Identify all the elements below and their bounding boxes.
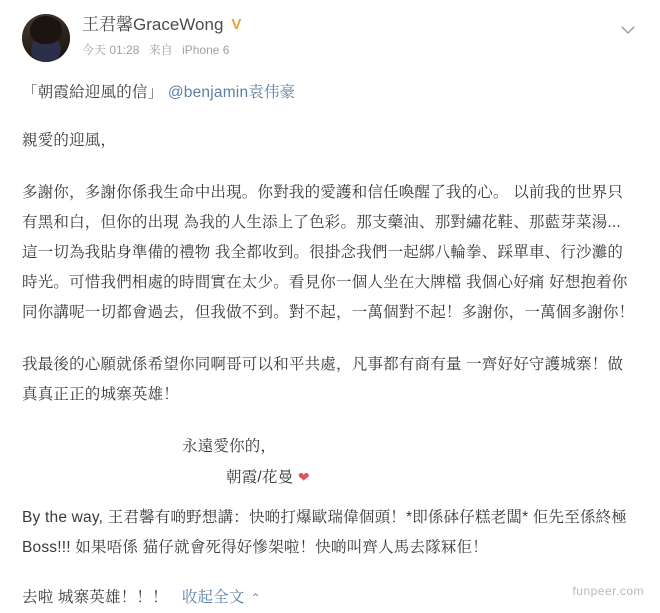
signature-block [22, 432, 638, 493]
post-time: 今天 01:28 [82, 43, 140, 58]
collapse-text-link[interactable]: 收起全文 [181, 589, 245, 606]
signature-line-1: 永遠愛你的， [182, 438, 277, 455]
watermark: funpeer.com [572, 584, 644, 598]
signature-line-2 [182, 462, 638, 493]
post-paragraph-postscript: By the way, 王君馨有啲野想講：快啲打爆歐瑞偉個頭！*即係砵仔糕老闆* 佢先至係終極Boss!!! 如果唔係 猫仔就會死得好慘架啦！快啲叫齊人馬去隊冧佢！ [22, 509, 628, 556]
mention-link[interactable]: @benjamin袁伟豪 [167, 84, 296, 101]
author-name-row [82, 15, 638, 35]
post-meta [82, 41, 638, 58]
post-header [22, 14, 638, 62]
chevron-down-icon[interactable] [618, 20, 638, 40]
heart-icon: ❤ [297, 469, 310, 485]
letter-title: 「朝霞給迎風的信」 [22, 84, 164, 101]
avatar-hair-shape [30, 16, 62, 44]
post-paragraph-main: 多謝你，多謝你係我生命中出現。你對我的愛護和信任喚醒了我的心。 以前我的世界只有黑和白，但你的出現 為我的人生添上了色彩。那支藥油、那對繡花鞋、那藍芽菜湯... 這一切為我貼身準備的禮物 我全都收到。很掛念我們一起綁八輪拳、踩單車、行沙灘的時光。可惜我們相處的時間實在太少。看見你一個人坐在大牌檔 我個心好痛 好想抱着你 同你講呢一切都會過去，但我做不到。對不起，一萬個對不起！多謝你，一萬個多謝你！ [22, 184, 635, 321]
post-paragraph-wish: 我最後的心願就係希望你同啊哥可以和平共處，凡事都有商有量 一齊好好守護城寨！做真真正正的城寨英雄！ [22, 356, 624, 403]
author-name[interactable]: 王君馨GraceWong [82, 15, 224, 34]
chevron-up-icon[interactable]: ⌃ [250, 591, 261, 605]
post-paragraph-greeting: 親愛的迎風， [22, 132, 117, 149]
verified-badge-icon: V [231, 16, 242, 34]
post-source[interactable]: iPhone 6 [182, 43, 230, 58]
signature-name: 朝霞/花曼 [226, 469, 294, 486]
post-footer-line [22, 583, 638, 613]
author-block [82, 14, 638, 58]
avatar[interactable] [22, 14, 70, 62]
footer-text: 去啦 城寨英雄！！！ [22, 589, 168, 606]
post-source-prefix: 来自 [148, 43, 173, 58]
post-body [22, 78, 638, 613]
post-title-line [22, 78, 638, 108]
